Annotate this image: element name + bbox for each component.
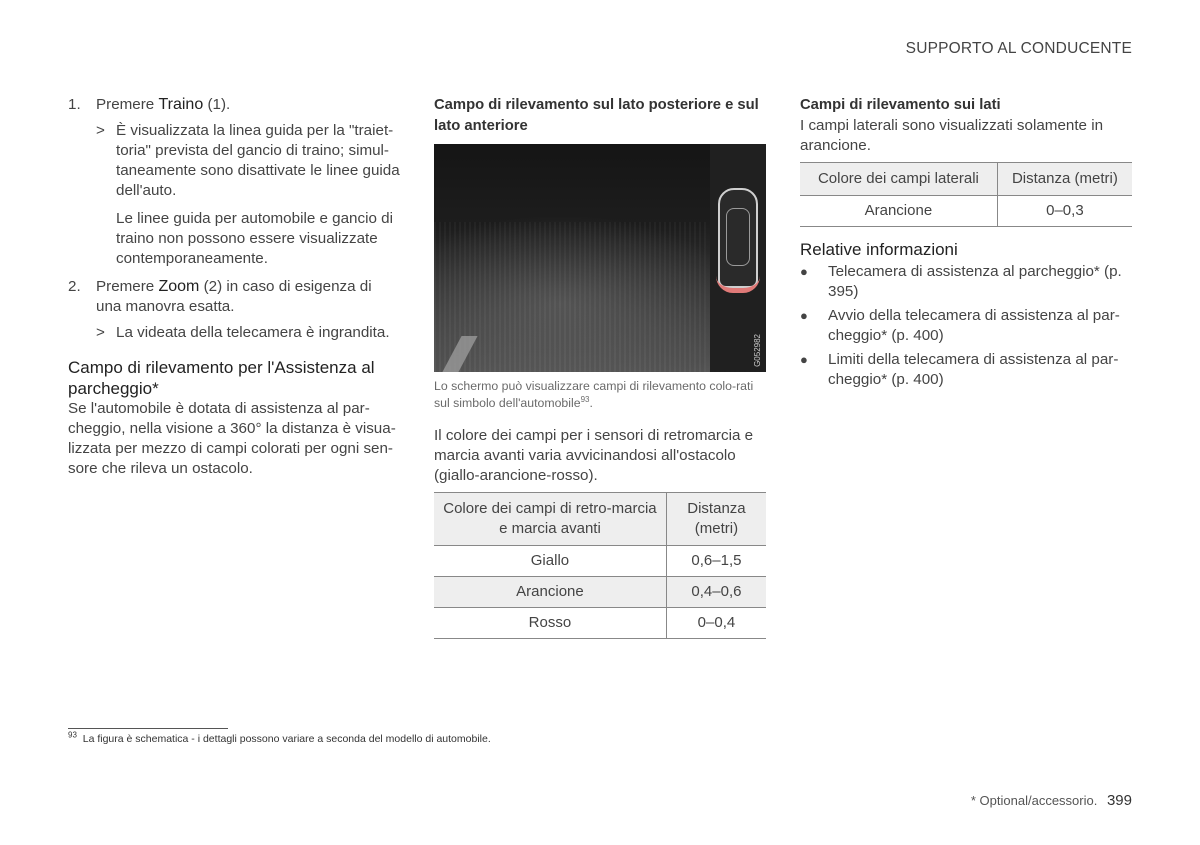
related-info-title: Relative informazioni [800, 240, 958, 259]
section-body: Se l'automobile è dotata di assistenza al par-cheggio, nella visione a 360° la distanza è visua-lizzata per mezzo di campi colorati per ogni sen-sore che rileva un ostacolo. [68, 400, 396, 477]
bullet-icon: ● [800, 352, 808, 367]
result-text: È visualizzata la linea guida per la "traiet-toria" prevista del gancio di traino; simul-taneamente sono disattivate le linee guida dell'auto. [116, 122, 400, 199]
page-number: 399 [1106, 792, 1132, 809]
car-symbol-icon [718, 188, 758, 288]
table-row [434, 577, 766, 608]
column-left [68, 95, 400, 479]
related-link[interactable]: ● Telecamera di assistenza al parcheggio* (p. 395) [800, 263, 1122, 300]
table-header: Distanza (metri) [997, 163, 1132, 196]
bullet-icon: ● [800, 264, 808, 279]
step-text: Premere [96, 278, 159, 295]
running-header: SUPPORTO AL CONDUCENTE [905, 40, 1132, 57]
step-2-result [96, 323, 400, 343]
table-cell: Arancione [800, 196, 997, 227]
step-1 [68, 95, 400, 115]
footnote: $^{93}$ La figura è schematica - i dettagli possono variare a seconda del modello di automobile. [68, 730, 491, 745]
image-code: G052982 [753, 334, 762, 367]
column-right [800, 95, 1132, 394]
table-header: Colore dei campi laterali [800, 163, 997, 196]
distance-table-sides [800, 162, 1132, 227]
step-text: (2) in caso di esigenza di una manovra esatta. [96, 278, 372, 315]
key-zoom: Zoom [158, 278, 200, 295]
step-2 [68, 277, 400, 317]
result-text: La videata della telecamera è ingrandita. [116, 324, 390, 341]
footnote-ref: 93 [580, 394, 590, 404]
table-cell: 0–0,4 [666, 608, 766, 639]
table-cell: 0,4–0,6 [666, 577, 766, 608]
result-arrow-icon: > [96, 324, 105, 341]
table-cell: Giallo [434, 546, 666, 577]
subsection-title-rear-front: Campo di rilevamento sul lato posteriore e sul lato anteriore [434, 97, 759, 134]
table-cell: 0–0,3 [997, 196, 1132, 227]
table-row [434, 608, 766, 639]
column-middle [434, 95, 766, 639]
camera-screen-image [434, 144, 766, 372]
table-row [800, 196, 1132, 227]
table-cell: Arancione [434, 577, 666, 608]
related-link[interactable]: ● Limiti della telecamera di assistenza al par-cheggio* (p. 400) [800, 351, 1119, 388]
step-text: (1). [203, 96, 231, 113]
subsection-title-sides: Campi di rilevamento sui lati [800, 97, 1001, 113]
footnote-divider [68, 728, 228, 729]
step-text: Premere [96, 96, 159, 113]
step-number: 1. [68, 96, 81, 113]
figure-caption: Lo schermo può visualizzare campi di rilevamento colo-rati sul simbolo dell'automobile$^{93}$. [434, 379, 754, 410]
body-text: I campi laterali sono visualizzati solamente in arancione. [800, 117, 1104, 154]
distance-table-front-rear [434, 492, 766, 639]
section-title-parking-assist: Campo di rilevamento per l'Assistenza al parcheggio* [68, 358, 375, 398]
table-cell: 0,6–1,5 [666, 546, 766, 577]
related-links [800, 262, 1132, 390]
bullet-icon: ● [800, 308, 808, 323]
table-cell: Rosso [434, 608, 666, 639]
result-arrow-icon: > [96, 122, 105, 139]
table-header: Distanza (metri) [666, 493, 766, 546]
step-number: 2. [68, 278, 81, 295]
body-text: Il colore dei campi per i sensori di retromarcia e marcia avanti varia avvicinandosi all'ostacolo (giallo-arancione-rosso). [434, 427, 754, 484]
table-header: Colore dei campi di retro-marcia e marcia avanti [434, 493, 666, 546]
optional-note: * Optional/accessorio. [970, 793, 1098, 808]
page-footer [971, 792, 1132, 809]
table-row [434, 546, 766, 577]
step-1-result [96, 121, 400, 201]
related-link[interactable]: ● Avvio della telecamera di assistenza al par-cheggio* (p. 400) [800, 307, 1120, 344]
key-traino: Traino [158, 96, 204, 113]
step-1-note: Le linee guida per automobile e gancio di traino non possono essere visualizzate contemporaneamente. [116, 210, 393, 267]
